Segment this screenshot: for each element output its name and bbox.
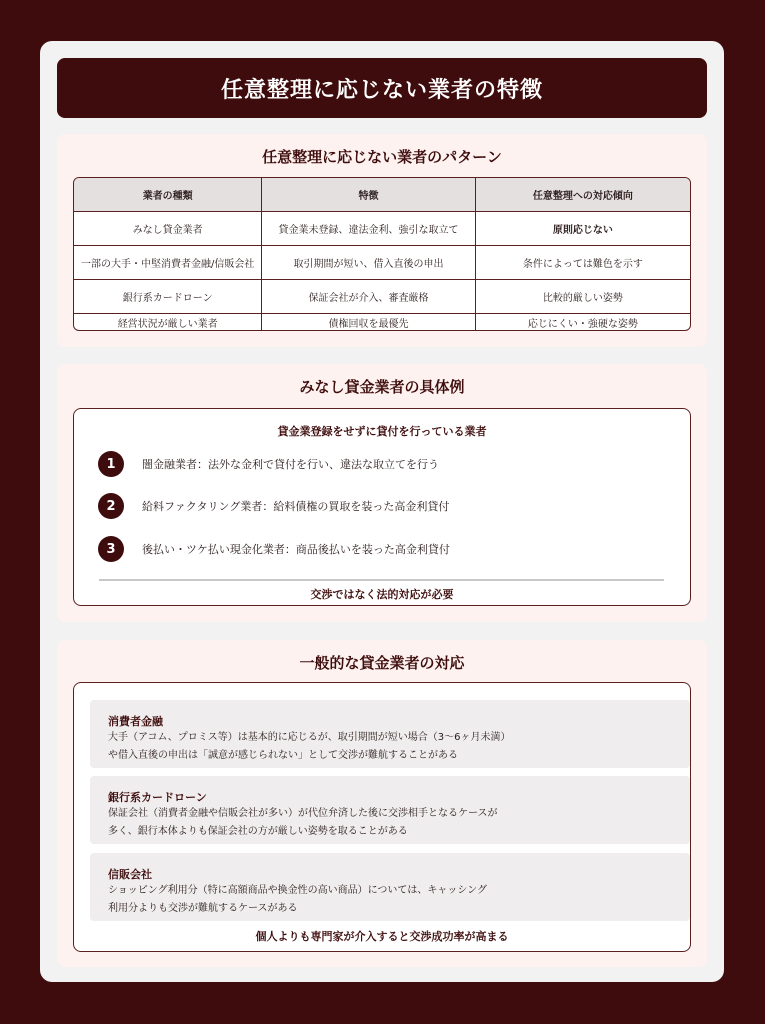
divider bbox=[99, 579, 664, 581]
table-cell: 条件によっては難色を示す bbox=[475, 246, 690, 279]
table-cell: 応じにくい・強硬な姿勢 bbox=[475, 314, 690, 330]
table-cell: 貸金業未登録、違法金利、強引な取立て bbox=[261, 212, 474, 245]
examples-footer: 交渉ではなく法的対応が必要 bbox=[310, 588, 454, 601]
number-badge: 3 bbox=[98, 536, 124, 562]
info-card-text: 大手（アコム、プロミス等）は基本的に応じるが、取引期間が短い場合（3〜6ヶ月未満） bbox=[108, 732, 511, 743]
table-cell: 経営状況が厳しい業者 bbox=[117, 318, 218, 330]
table-header-cell: 任意整理への対応傾向 bbox=[475, 178, 690, 211]
number-badge: 1 bbox=[98, 451, 124, 477]
table-cell: 保証会社が介入、審査厳格 bbox=[261, 280, 474, 313]
table-row bbox=[74, 313, 690, 330]
info-card-text: ショッピング利用分（特に高額商品や換金性の高い商品）については、キャッシング bbox=[108, 885, 487, 896]
general-heading: 一般的な貸金業者の対応 bbox=[299, 654, 465, 672]
table-header-row bbox=[74, 178, 690, 211]
list-item bbox=[98, 536, 450, 562]
general-box bbox=[73, 682, 691, 952]
general-footer: 個人よりも専門家が介入すると交渉成功率が高まる bbox=[255, 930, 509, 943]
number-badge: 2 bbox=[98, 493, 124, 519]
general-section bbox=[57, 640, 707, 967]
table-cell: 比較的厳しい姿勢 bbox=[475, 280, 690, 313]
table-cell: 債権回収を最優先 bbox=[261, 314, 474, 330]
list-item-text: 給料ファクタリング業者：給料債権の買取を装った高金利貸付 bbox=[142, 500, 450, 513]
list-item-text: 闇金融業者：法外な金利で貸付を行い、違法な取立てを行う bbox=[142, 458, 439, 471]
info-card-title: 消費者金融 bbox=[108, 715, 163, 728]
table-cell: 銀行系カードローン bbox=[122, 293, 213, 304]
table-header-cell: 業者の種類 bbox=[142, 191, 193, 202]
info-card-text: 利用分よりも交渉が難航するケースがある bbox=[108, 903, 298, 914]
list-item bbox=[98, 451, 439, 477]
info-card-text: 多く、銀行本体よりも保証会社の方が厳しい姿勢を取ることがある bbox=[108, 826, 408, 837]
table-row bbox=[74, 245, 690, 279]
examples-section bbox=[57, 364, 707, 622]
info-card-text: や借入直後の申出は「誠意が感じられない」として交渉が難航することがある bbox=[108, 750, 458, 761]
info-card-text: 保証会社（消費者金融や信販会社が多い）が代位弁済した後に交渉相手となるケースが bbox=[108, 808, 498, 819]
list-item bbox=[98, 493, 449, 519]
table-cell: 一部の大手・中堅消費者金融/信販会社 bbox=[81, 259, 255, 270]
info-card-title: 信販会社 bbox=[108, 868, 152, 881]
info-card bbox=[90, 776, 690, 844]
examples-box bbox=[73, 408, 691, 606]
table-cell: みなし貸金業者 bbox=[132, 225, 203, 236]
page-title: 任意整理に応じない業者の特徴 bbox=[57, 58, 707, 118]
main-card bbox=[40, 41, 724, 982]
info-card-title: 銀行系カードローン bbox=[108, 791, 207, 804]
pattern-heading: 任意整理に応じない業者のパターン bbox=[262, 148, 502, 166]
pattern-section bbox=[57, 134, 707, 347]
table-row bbox=[74, 211, 690, 245]
list-item-text: 後払い・ツケ払い現金化業者：商品後払いを装った高金利貸付 bbox=[142, 543, 450, 556]
info-card bbox=[90, 853, 690, 921]
examples-subheading: 貸金業登録をせずに貸付を行っている業者 bbox=[277, 425, 487, 438]
pattern-table bbox=[73, 177, 691, 331]
info-card bbox=[90, 700, 690, 768]
examples-heading: みなし貸金業者の具体例 bbox=[299, 378, 465, 396]
table-header-cell: 特徴 bbox=[261, 178, 474, 211]
table-cell: 原則応じない bbox=[475, 212, 690, 245]
table-row bbox=[74, 279, 690, 313]
table-cell: 取引期間が短い、借入直後の申出 bbox=[261, 246, 474, 279]
